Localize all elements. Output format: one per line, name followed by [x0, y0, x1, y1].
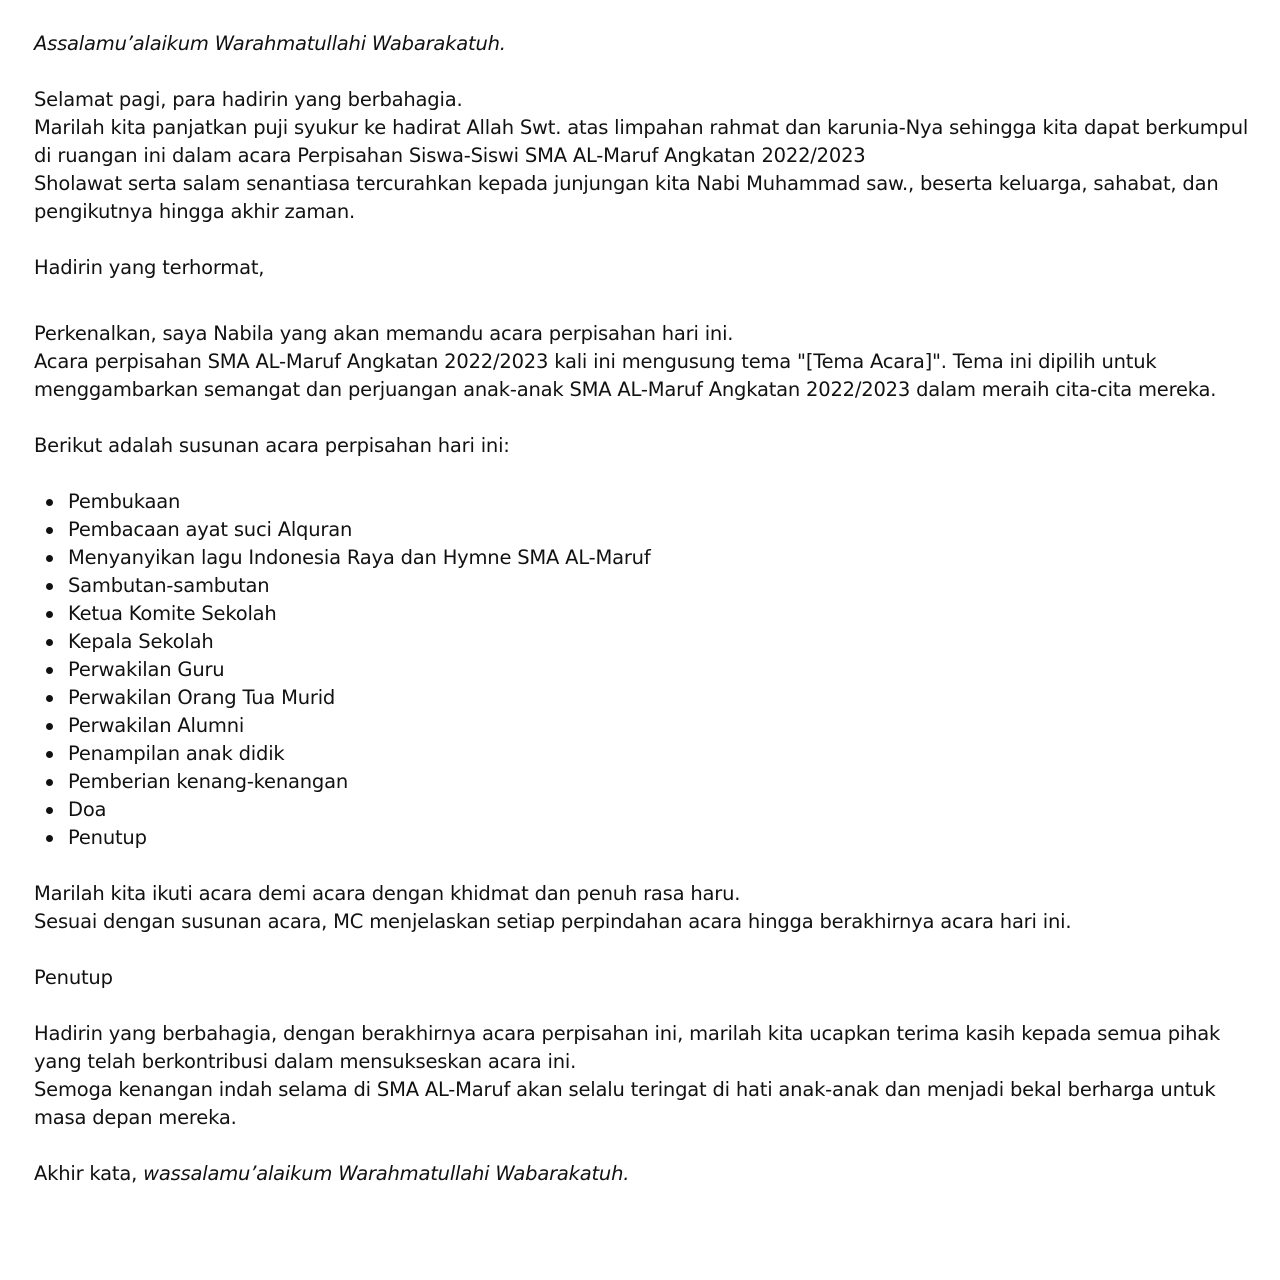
bullet-icon [46, 639, 53, 646]
paragraph-gap [34, 992, 1264, 1020]
transition-line-2: Sesuai dengan susunan acara, MC menjelaskan setiap perpindahan acara hingga berakhirnya acara hari ini. [34, 910, 1072, 933]
transition-line-1: Marilah kita ikuti acara demi acara dengan khidmat dan penuh rasa haru. [34, 882, 741, 905]
final-greeting-text: wassalamu’alaikum Warahmatullahi Wabarakatuh. [143, 1162, 630, 1185]
final-prefix: Akhir kata, [34, 1162, 144, 1185]
agenda-item-label: Penutup [68, 826, 147, 849]
paragraph-gap [34, 852, 1264, 880]
document-body [34, 30, 1264, 1188]
list-item [34, 600, 1264, 628]
bullet-icon [46, 835, 53, 842]
introduction-line-2: Acara perpisahan SMA AL-Maruf Angkatan 2022/2023 kali ini mengusung tema "[Tema Acara]". Tema ini dipilih untuk menggambarkan semangat dan perjuangan anak-anak SMA AL-Maruf Angkatan 2022/2023 dalam meraih cita-cita mereka. [34, 350, 1217, 401]
paragraph-gap [34, 404, 1264, 432]
paragraph-gap [34, 1132, 1264, 1160]
list-item [34, 572, 1264, 600]
paragraph-gap [34, 58, 1264, 86]
list-item [34, 768, 1264, 796]
bullet-icon [46, 499, 53, 506]
intro-line-1: Selamat pagi, para hadirin yang berbahagia. [34, 88, 463, 111]
closing-heading: Penutup [34, 966, 113, 989]
intro-line-3: Sholawat serta salam senantiasa tercurahkan kepada junjungan kita Nabi Muhammad saw., beserta keluarga, sahabat, dan pengikutnya hingga akhir zaman. [34, 172, 1219, 223]
list-item [34, 628, 1264, 656]
bullet-icon [46, 583, 53, 590]
paragraph-gap [34, 226, 1264, 254]
paragraph-gap [34, 936, 1264, 964]
closing-line-2: Semoga kenangan indah selama di SMA AL-Maruf akan selalu teringat di hati anak-anak dan menjadi bekal berharga untuk masa depan mereka. [34, 1078, 1216, 1129]
list-item [34, 796, 1264, 824]
agenda-item-label: Doa [68, 798, 107, 821]
opening-greeting: Assalamu’alaikum Warahmatullahi Wabarakatuh. [34, 32, 506, 55]
bullet-icon [46, 807, 53, 814]
bullet-icon [46, 555, 53, 562]
closing-line-1: Hadirin yang berbahagia, dengan berakhirnya acara perpisahan ini, marilah kita ucapkan terima kasih kepada semua pihak yang telah berkontribusi dalam mensukseskan acara ini. [34, 1022, 1221, 1073]
intro-line-2: Marilah kita panjatkan puji syukur ke hadirat Allah Swt. atas limpahan rahmat dan karunia-Nya sehingga kita dapat berkumpul di ruangan ini dalam acara Perpisahan Siswa-Siswi SMA AL-Maruf Angkatan 2022/2023 [34, 116, 1249, 167]
final-greeting [34, 1160, 1264, 1188]
bullet-icon [46, 779, 53, 786]
bullet-icon [46, 723, 53, 730]
agenda-item-label: Perwakilan Guru [68, 658, 225, 681]
list-item [34, 516, 1264, 544]
paragraph-gap [34, 310, 1264, 320]
agenda-item-label: Kepala Sekolah [68, 630, 214, 653]
agenda-item-label: Menyanyikan lagu Indonesia Raya dan Hymne SMA AL-Maruf [68, 546, 651, 569]
list-item [34, 656, 1264, 684]
paragraph-gap [34, 282, 1264, 310]
list-item [34, 824, 1264, 852]
list-item [34, 544, 1264, 572]
agenda-item-label: Pembukaan [68, 490, 181, 513]
agenda-item-label: Pemberian kenang-kenangan [68, 770, 348, 793]
agenda-item-label: Pembacaan ayat suci Alquran [68, 518, 353, 541]
list-item [34, 488, 1264, 516]
agenda-item-label: Ketua Komite Sekolah [68, 602, 277, 625]
agenda-intro: Berikut adalah susunan acara perpisahan hari ini: [34, 434, 510, 457]
bullet-icon [46, 527, 53, 534]
bullet-icon [46, 667, 53, 674]
bullet-icon [46, 695, 53, 702]
list-item [34, 740, 1264, 768]
list-item [34, 684, 1264, 712]
address-respected: Hadirin yang terhormat, [34, 256, 265, 279]
agenda-list [34, 488, 1264, 852]
bullet-icon [46, 611, 53, 618]
introduction-line-1: Perkenalkan, saya Nabila yang akan memandu acara perpisahan hari ini. [34, 322, 734, 345]
agenda-item-label: Perwakilan Orang Tua Murid [68, 686, 336, 709]
list-item [34, 712, 1264, 740]
agenda-item-label: Sambutan-sambutan [68, 574, 270, 597]
paragraph-gap [34, 460, 1264, 488]
agenda-item-label: Penampilan anak didik [68, 742, 285, 765]
agenda-item-label: Perwakilan Alumni [68, 714, 245, 737]
bullet-icon [46, 751, 53, 758]
